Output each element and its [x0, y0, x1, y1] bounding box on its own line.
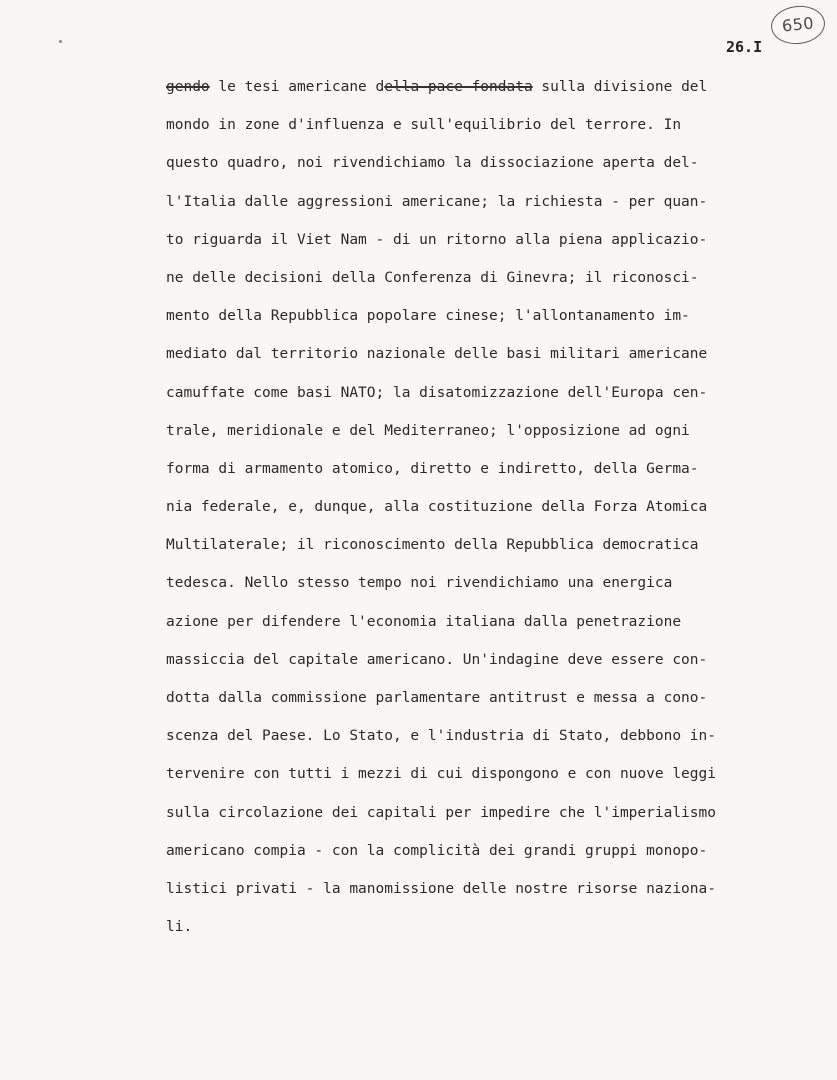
text-line: azione per difendere l'economia italiana dalla penetrazione [166, 613, 682, 630]
text-line: massiccia del capitale americano. Un'indagine deve essere con- [166, 651, 708, 668]
text-line: dotta dalla commissione parlamentare antitrust e messa a cono- [166, 690, 708, 706]
text-line: ne delle decisioni della Conferenza di Ginevra; il riconosci- [166, 269, 699, 286]
text-line: listici privati - la manomissione delle nostre risorse naziona- [166, 880, 716, 897]
text-line: tedesca. Nello stesso tempo noi rivendichiamo una energica [166, 575, 673, 592]
archive-stamp [769, 3, 827, 46]
archive-stamp-number: 650 [781, 13, 815, 36]
text-line: sulla circolazione dei capitali per impedire che l'imperialismo [166, 804, 716, 821]
text-line: l'Italia dalle aggressioni americane; la richiesta - per quan- [166, 193, 708, 210]
struck-word: gendo [166, 79, 210, 95]
text-line: camuffate come basi NATO; la disatomizzazione dell'Europa cen- [166, 384, 708, 401]
text-line: trale, meridionale e del Mediterraneo; l'opposizione ad ogni [166, 422, 690, 439]
struck-phrase: ella pace fondata [384, 79, 533, 95]
text-line: Multilaterale; il riconoscimento della Repubblica democratica [166, 537, 699, 554]
text-line: to riguarda il Viet Nam - di un ritorno alla piena applicazio- [166, 231, 708, 248]
text-line: mondo in zone d'influenza e sull'equilibrio del terrore. In [166, 117, 682, 134]
text-line: mento della Repubblica popolare cinese; l'allontanamento im- [166, 308, 690, 325]
text-line: tervenire con tutti i mezzi di cui dispongono e con nuove leggi [166, 766, 716, 783]
text-line: nia federale, e, dunque, alla costituzione della Forza Atomica [166, 499, 708, 516]
text-line: scenza del Paese. Lo Stato, e l'industria di Stato, debbono in- [166, 728, 716, 745]
body-paragraph [166, 71, 796, 949]
ink-speck [59, 40, 62, 43]
text-line: mediato dal territorio nazionale delle basi militari americane [166, 346, 708, 363]
text-line: li. [166, 919, 193, 936]
text-line: questo quadro, noi rivendichiamo la dissociazione aperta del- [166, 155, 699, 172]
text-fragment: le tesi americane d [209, 79, 385, 95]
text-line: forma di armamento atomico, diretto e indiretto, della Germa- [166, 460, 699, 477]
text-line: americano compia - con la complicità dei grandi gruppi monopo- [166, 842, 708, 859]
text-line [166, 71, 796, 109]
page-number: 26.I [726, 38, 763, 56]
text-fragment: sulla divisione del [532, 79, 708, 95]
